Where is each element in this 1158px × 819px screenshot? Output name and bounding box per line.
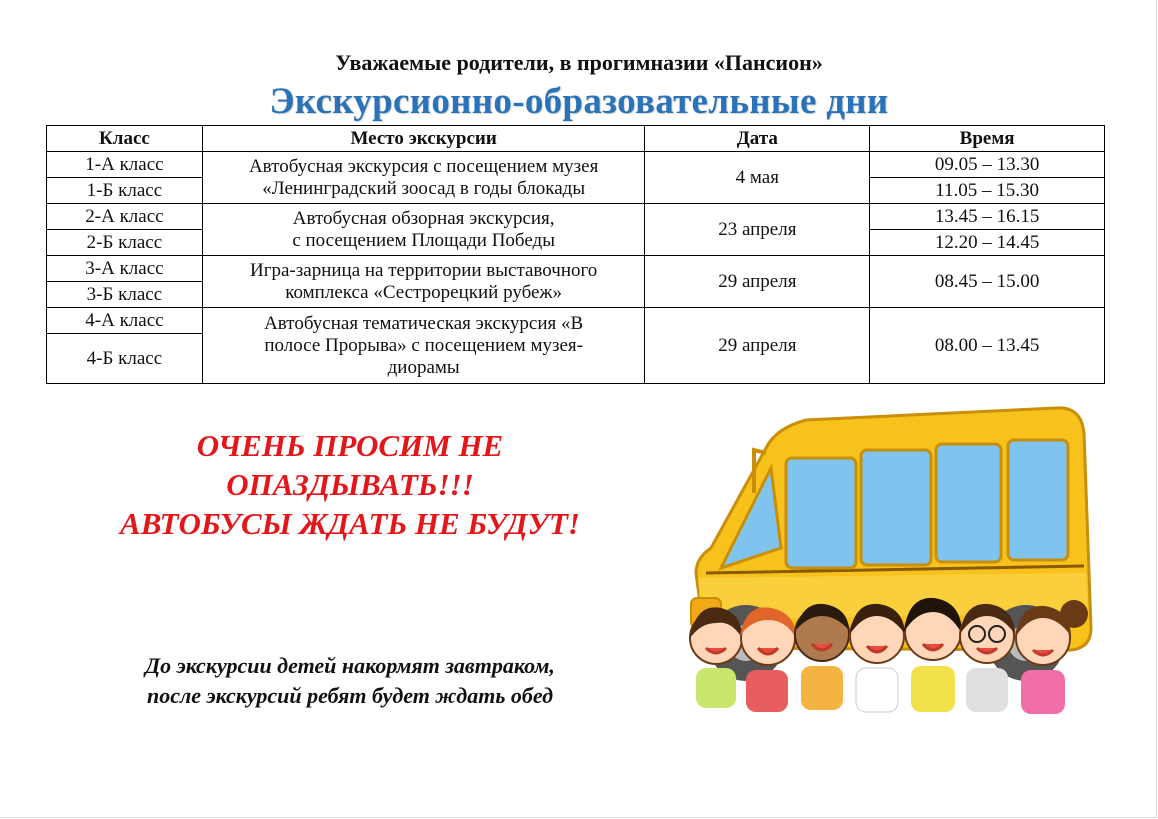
- table-row: [47, 308, 1105, 334]
- column-header-time: Время: [870, 126, 1105, 152]
- place-cell: [202, 308, 645, 384]
- time-cell: 09.05 – 13.30: [870, 152, 1105, 178]
- place-line: «Ленинградский зоосад в годы блокады: [262, 177, 586, 199]
- place-line: Игра-зарница на территории выставочного: [249, 259, 598, 281]
- place-line: Автобусная экскурсия с посещением музея: [248, 155, 599, 177]
- warning-line-1: ОЧЕНЬ ПРОСИМ НЕ: [196, 428, 504, 463]
- date-cell: 29 апреля: [645, 308, 870, 384]
- table-row: [47, 152, 1105, 178]
- class-cell: 1-А класс: [47, 152, 203, 178]
- place-line: комплекса «Сестрорецкий рубеж»: [285, 281, 563, 303]
- page-title: Экскурсионно-образовательные дни: [269, 81, 889, 122]
- place-line: Автобусная тематическая экскурсия «В: [264, 312, 584, 334]
- warning-line-2: ОПАЗДЫВАТЬ!!!: [226, 467, 474, 502]
- class-cell: 3-А класс: [47, 256, 203, 282]
- class-cell: 2-Б класс: [47, 230, 203, 256]
- class-cell: 3-Б класс: [47, 282, 203, 308]
- place-line: Автобусная обзорная экскурсия,: [292, 207, 555, 229]
- time-cell: 12.20 – 14.45: [870, 230, 1105, 256]
- school-bus-with-children-icon: [676, 398, 1116, 728]
- table-row: [47, 256, 1105, 282]
- class-cell: 4-Б класс: [47, 334, 203, 384]
- place-line: с посещением Площади Победы: [292, 229, 555, 251]
- date-cell: 29 апреля: [645, 256, 870, 308]
- table-row: [47, 204, 1105, 230]
- date-cell: 4 мая: [645, 152, 870, 204]
- excursion-schedule-table: [46, 125, 1105, 384]
- place-line: полосе Прорыва» с посещением музея-: [264, 334, 583, 356]
- place-line: диорамы: [387, 356, 460, 378]
- class-cell: 1-Б класс: [47, 178, 203, 204]
- meal-note-line-1: До экскурсии детей накормят завтраком,: [145, 653, 555, 678]
- class-cell: 2-А класс: [47, 204, 203, 230]
- time-cell: 08.45 – 15.00: [870, 256, 1105, 308]
- date-cell: 23 апреля: [645, 204, 870, 256]
- place-cell: [202, 204, 645, 256]
- place-cell: [202, 152, 645, 204]
- table-header-row: [47, 126, 1105, 152]
- time-cell: 08.00 – 13.45: [870, 308, 1105, 384]
- time-cell: 11.05 – 15.30: [870, 178, 1105, 204]
- column-header-date: Дата: [645, 126, 870, 152]
- column-header-class: Класс: [47, 126, 203, 152]
- column-header-place: Место экскурсии: [202, 126, 645, 152]
- place-cell: [202, 256, 645, 308]
- warning-line-3: АВТОБУСЫ ЖДАТЬ НЕ БУДУТ!: [120, 506, 580, 541]
- class-cell: 4-А класс: [47, 308, 203, 334]
- meal-note-line-2: после экскурсий ребят будет ждать обед: [146, 683, 553, 708]
- children-group-icon: [690, 598, 1088, 714]
- greeting-heading: Уважаемые родители, в прогимназии «Пансион»: [335, 50, 823, 75]
- time-cell: 13.45 – 16.15: [870, 204, 1105, 230]
